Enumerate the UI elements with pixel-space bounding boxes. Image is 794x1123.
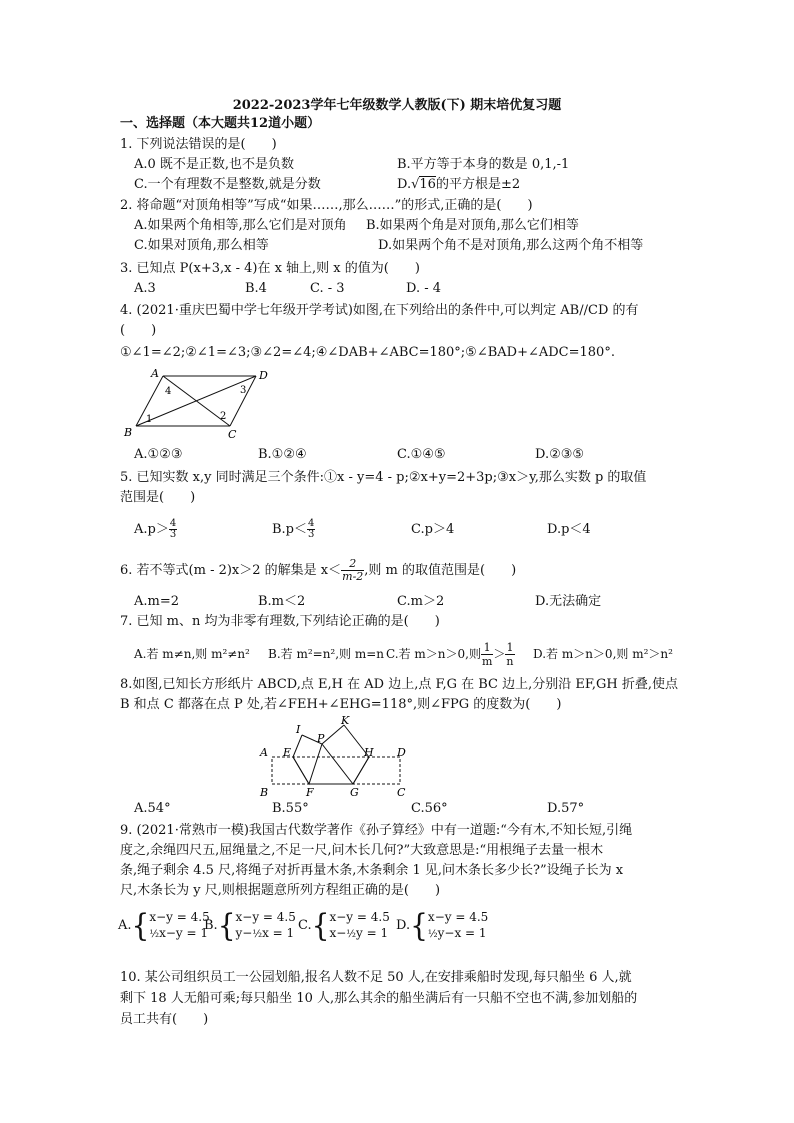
q1-d-text: 的平方根是±2 bbox=[435, 177, 521, 192]
q8-option-a: A.54° bbox=[134, 801, 171, 816]
equation-system: x−y = 4.5 ½y−x = 1 bbox=[427, 909, 489, 940]
q2-option-c: C.如果对顶角,那么相等 bbox=[134, 238, 269, 253]
equation-system: x−y = 4.5 ½x−y = 1 bbox=[149, 909, 210, 940]
brace: { bbox=[217, 906, 236, 944]
brace: { bbox=[410, 906, 428, 944]
q7-c-gt: ＞ bbox=[493, 647, 506, 661]
q5-a-label: A.p＞ bbox=[134, 522, 169, 537]
q6-stem bbox=[120, 558, 516, 584]
q5-stem-cont: 范围是( ) bbox=[120, 490, 196, 505]
fig4-label-a: A bbox=[151, 367, 159, 380]
q7-c-label: C.若 m＞n＞0,则 bbox=[386, 647, 481, 661]
q1-option-c: C.一个有理数不是整数,就是分数 bbox=[134, 177, 321, 192]
q2-option-b: B.如果两个角是对顶角,那么它们相等 bbox=[366, 218, 579, 233]
q2-stem: 2. 将命题“对顶角相等”写成“如果……,那么……”的形式,正确的是( ) bbox=[120, 198, 533, 213]
q1-option-a: A.0 既不是正数,也不是负数 bbox=[134, 157, 295, 172]
option-label: D. bbox=[396, 918, 411, 933]
folded-right bbox=[322, 725, 369, 784]
brace: { bbox=[311, 906, 330, 944]
q5-b-label: B.p＜ bbox=[272, 522, 308, 537]
q8-stem: 8.如图,已知长方形纸片 ABCD,点 E,H 在 AD 边上,点 F,G 在 BC 边上,分别沿 EF,GH 折叠,使点 bbox=[120, 677, 678, 692]
fig8-label-a: A bbox=[260, 746, 268, 759]
option-label: B. bbox=[204, 918, 218, 933]
rectangle-abcd bbox=[272, 757, 400, 784]
q6-stem-pre: 6. 若不等式(m - 2)x＞2 的解集是 x＜ bbox=[120, 563, 342, 578]
q4-option-a: A.①②③ bbox=[134, 447, 183, 462]
q8-figure bbox=[256, 713, 416, 801]
fig4-angle-2: 2 bbox=[220, 411, 227, 422]
q3-option-a: A.3 bbox=[134, 281, 156, 296]
q10-line-2: 剩下 18 人无船可乘;每只船坐 10 人,那么其余的船坐满后有一只船不空也不满,参加划船的 bbox=[120, 991, 638, 1006]
fraction: $\frac{2}{m-2}$ bbox=[342, 557, 364, 583]
q4-option-d: D.②③⑤ bbox=[535, 447, 585, 462]
fig4-angle-1: 1 bbox=[146, 414, 153, 425]
brace: { bbox=[131, 906, 150, 944]
fig4-label-b: B bbox=[124, 426, 133, 439]
q1-stem: 1. 下列说法错误的是( ) bbox=[120, 137, 277, 152]
q8-option-d: D.57° bbox=[547, 801, 585, 816]
q6-option-d: D.无法确定 bbox=[535, 594, 602, 609]
fig4-label-d: D bbox=[259, 369, 268, 382]
q5-option-a bbox=[134, 519, 177, 541]
q2-option-a: A.如果两个角相等,那么它们是对顶角 bbox=[134, 218, 347, 233]
q5-option-b bbox=[272, 519, 315, 541]
fig8-label-g: G bbox=[350, 786, 359, 799]
fraction: $\frac{1}{n}$ bbox=[506, 641, 514, 668]
fraction: $\frac{4}{3}$ bbox=[169, 518, 177, 540]
q7-option-c bbox=[386, 640, 515, 668]
q5-option-d: D.p＜4 bbox=[547, 522, 591, 537]
fig4-label-c: C bbox=[228, 428, 237, 441]
q4-option-b: B.①②④ bbox=[258, 447, 307, 462]
q9-option-b bbox=[204, 908, 296, 944]
q6-option-a: A.m=2 bbox=[134, 594, 180, 609]
q7-option-a: A.若 m≠n,则 m²≠n² bbox=[134, 647, 250, 661]
q7-stem: 7. 已知 m、n 均为非零有理数,下列结论正确的是( ) bbox=[120, 614, 440, 629]
q6-stem-post: ,则 m 的取值范围是( ) bbox=[364, 563, 517, 578]
q7-option-b: B.若 m²=n²,则 m=n bbox=[268, 647, 385, 661]
q9-option-a bbox=[118, 908, 210, 944]
segment-dc bbox=[230, 376, 256, 426]
q4-figure bbox=[118, 364, 278, 442]
fig4-angle-4: 4 bbox=[165, 386, 172, 397]
q3-stem: 3. 已知点 P(x+3,x - 4)在 x 轴上,则 x 的值为( ) bbox=[120, 261, 420, 276]
q9-line-3: 条,绳子剩余 4.5 尺,将绳子对折再量木条,木条剩余 1 见,问木条长多少长?”设绳子长为 x bbox=[120, 863, 624, 878]
q3-option-c: C. - 3 bbox=[310, 281, 345, 296]
fig8-label-e: E bbox=[283, 746, 292, 759]
q6-option-c: C.m＞2 bbox=[397, 594, 445, 609]
q9-option-d bbox=[396, 908, 488, 944]
q4-option-c: C.①④⑤ bbox=[397, 447, 446, 462]
q1-option-d bbox=[397, 177, 520, 193]
equation-system: x−y = 4.5 x−½y = 1 bbox=[329, 909, 390, 940]
equation-system: x−y = 4.5 y−½x = 1 bbox=[235, 909, 296, 940]
diagonal-bd bbox=[136, 376, 256, 426]
fig8-label-d: D bbox=[397, 746, 406, 759]
fraction: $\frac{4}{3}$ bbox=[308, 518, 315, 540]
q7-option-d: D.若 m＞n＞0,则 m²＞n² bbox=[533, 647, 673, 661]
fig8-label-f: F bbox=[306, 786, 314, 799]
q1-d-label: D. bbox=[397, 177, 412, 192]
q9-option-c bbox=[298, 908, 390, 944]
sqrt-symbol: √ bbox=[411, 177, 420, 192]
q5-option-c: C.p＞4 bbox=[411, 522, 455, 537]
q2-option-d: D.如果两个角不是对顶角,那么这两个角不相等 bbox=[378, 238, 644, 253]
q8-option-b: B.55° bbox=[272, 801, 309, 816]
q9-line-1: 9. (2021·常熟市一模)我国古代数学著作《孙子算经》中有一道题:“今有木,不知长短,引绳 bbox=[120, 823, 633, 838]
q6-option-b: B.m＜2 bbox=[258, 594, 306, 609]
fig8-label-p: P bbox=[317, 732, 325, 745]
q9-line-4: 尺,木条长为 y 尺,则根据题意所列方程组正确的是( ) bbox=[120, 883, 441, 898]
fig8-label-b: B bbox=[260, 786, 269, 799]
q3-option-b: B.4 bbox=[245, 281, 267, 296]
q4-conditions: ①∠1=∠2;②∠1=∠3;③∠2=∠4;④∠DAB+∠ABC=180°;⑤∠BAD+∠ADC=180°. bbox=[120, 345, 615, 360]
q10-line-1: 10. 某公司组织员工一公园划船,报名人数不足 50 人,在安排乘船时发现,每只船坐 6 人,就 bbox=[120, 970, 632, 985]
fig4-angle-3: 3 bbox=[240, 385, 247, 396]
fraction: $\frac{1}{m}$ bbox=[481, 641, 493, 668]
q3-option-d: D. - 4 bbox=[406, 281, 442, 296]
q9-line-2: 度之,余绳四尺五,屈绳量之,不足一尺,问木长几何?”大致意思是:“用根绳子去量一根木 bbox=[120, 843, 604, 858]
fig8-label-k: K bbox=[341, 714, 350, 727]
q8-stem-cont: B 和点 C 都落在点 P 处,若∠FEH+∠EHG=118°,则∠FPG 的度数为( ) bbox=[120, 697, 562, 712]
q1-d-radicand: 16 bbox=[419, 177, 436, 192]
q4-stem: 4. (2021·重庆巴蜀中学七年级开学考试)如图,在下列给出的条件中,可以判定 AB//CD 的有 bbox=[120, 303, 639, 318]
option-label: C. bbox=[298, 918, 312, 933]
section-heading: 一、选择题（本大题共12道小题） bbox=[120, 116, 321, 131]
q8-option-c: C.56° bbox=[411, 801, 448, 816]
fig8-label-h: H bbox=[364, 746, 374, 759]
q1-option-b: B.平方等于本身的数是 0,1,-1 bbox=[397, 157, 570, 172]
q5-stem: 5. 已知实数 x,y 同时满足三个条件:①x - y=4 - p;②x+y=2+3p;③x＞y,那么实数 p 的取值 bbox=[120, 470, 647, 485]
q10-line-3: 员工共有( ) bbox=[120, 1012, 209, 1027]
q4-paren: ( ) bbox=[120, 323, 157, 338]
doc-title: 2022-2023学年七年级数学人教版(下) 期末培优复习题 bbox=[232, 98, 562, 113]
fig8-label-c: C bbox=[397, 786, 406, 799]
option-label: A. bbox=[118, 918, 132, 933]
fig8-label-i: I bbox=[296, 723, 301, 736]
